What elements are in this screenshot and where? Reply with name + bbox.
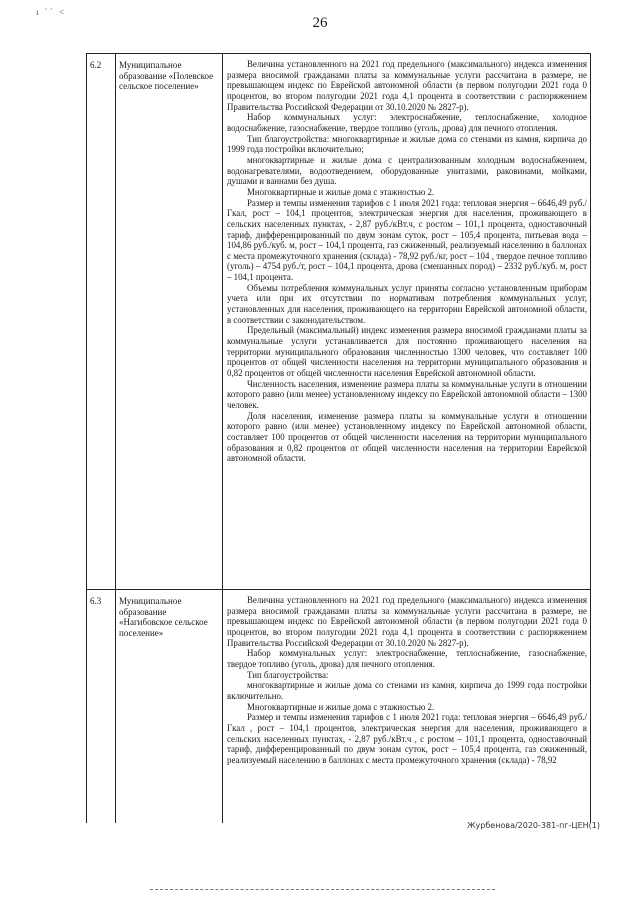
paragraph: Набор коммунальных услуг: электроснабжение, теплоснабжение, холодное водоснабжение, газоснабжение, твердое топливо (уголь, дрова) для печного отопления. <box>227 112 587 133</box>
page-number: 26 <box>312 15 328 31</box>
paragraph: многоквартирные и жилые дома со стенами из камня, кирпича до 1999 года постройки включительно. <box>227 680 587 701</box>
paragraph: Предельный (максимальный) индекс изменения размера вносимой гражданами платы за коммунальные услуги устанавливается для постоянно проживающего населения на территории муниципального образования численностью 1300 человек, что составляет 100 процентов от общей численности населения на территории муниципального образования и 0,82 процентов от общей численности населения Еврейской автономной области. <box>227 325 587 379</box>
table-row <box>87 590 591 824</box>
paragraph: Доля населения, изменение размера платы за коммунальные услуги в отношении которого равно (или менее) установленному индексу по Еврейской автономной области, составляет 100 процентов от общей численности населения на территории муниципального образования и 0,82 процентов от общей численности населения на территории Еврейской автономной области. <box>227 410 587 464</box>
paragraph: Многоквартирные и жилые дома с этажностью 2. <box>247 186 435 197</box>
row-number: 6.3 <box>87 590 116 824</box>
tariff-table <box>86 53 591 823</box>
paragraph: Размер и темпы изменения тарифов с 1 июля 2021 года: тепловая энергия – 6646,49 руб./Гкал, рост – 104,1 процентов, электрическая энергия для населения, проживающего в сельских населенных пунктах, - 2,87 руб./кВт.ч, с ростом – 101,1 процента, одноставочный тариф, дифференцированный по двум зонам суток, рост – 105,4 процента, питьевая вода – 104,86 руб./куб. м, рост – 104,1 процента, газ сжиженный, реализуемый населению в баллонах с места промежуточного хранения (склада) - 78,92 руб./кг, рост – 104 , твердое печное топливо (уголь) – 4754 руб./т, рост – 104,1 процента, дрова (смешанных пород) – 2332 руб./куб. м, рост – 104,1 процента. <box>227 197 587 283</box>
paragraph: Объемы потребления коммунальных услуг приняты согласно установленным приборам учета или при их отсутствии по нормативам потребления коммунальных услуг, установленных для населения, проживающего на территории Еврейской автономной области, в соответствии с законодательством. <box>227 282 587 325</box>
row-number: 6.2 <box>87 54 116 590</box>
paragraph: Численность населения, изменение размера платы за коммунальные услуги в отношении которого равно (или менее) установленному индексу по Еврейской автономной области – 1300 человек. <box>227 378 587 410</box>
document-id: Журбенова/2020-381-пг-ЦЕН(1) <box>466 821 600 830</box>
paragraph: многоквартирные и жилые дома с централизованным холодным водоснабжением, водонагревателями, водоотведением, оборудованные унитазами, раковинами, мойками, душами и ваннами без душа. <box>227 154 587 187</box>
paragraph: Многоквартирные и жилые дома с этажностью 2. <box>247 701 435 712</box>
paragraph: Тип благоустройства: <box>247 669 329 680</box>
municipality-name: Муниципальное образование «Нагибовское сельское поселение» <box>116 590 223 824</box>
paragraph: Величина установленного на 2021 год предельного (максимального) индекса изменения размера вносимой гражданами платы за коммунальные услуги рассчитана в размере, не превышающем индекс по Еврейской автономной области (в первом полугодии 2021 года 0 процентов, во втором полугодии 2021 года 4,1 процента в соответствии с распоряжением Правительства Российской Федерации от 30.10.2020 № 2827-р). <box>227 59 587 112</box>
row-description <box>223 590 591 824</box>
paragraph: Величина установленного на 2021 год предельного (максимального) индекса изменения размера вносимой гражданами платы за коммунальные услуги рассчитана в размере, не превышающем индекс по Еврейской автономной области (в первом полугодии 2021 года 0 процентов, во втором полугодии 2021 года 4,1 процента в соответствии с распоряжением Правительства Российской Федерации от 30.10.2020 № 2827-р). <box>227 595 587 648</box>
table-row <box>87 54 591 590</box>
paragraph: Набор коммунальных услуг: электроснабжение, теплоснабжение, газоснабжение, твердое топливо (уголь, дрова) для печного отопления. <box>227 648 587 669</box>
paragraph: Тип благоустройства: многоквартирные и жилые дома со стенами из камня, кирпича до 1999 года постройки включительно; <box>227 133 587 155</box>
scan-marks: ı ˋˊ ˂ <box>36 7 67 17</box>
paragraph: Размер и темпы изменения тарифов с 1 июля 2021 года: тепловая энергия – 6646,49 руб./Гкал , рост – 104,1 процентов, электрическая энергия для населения, проживающего в сельских населенных пунктах, - 2,87 руб./кВт.ч , с ростом – 101,1 процента, одноставочный тариф, дифференцированный по двум зонам суток, рост – 105,4 процента, газ сжиженный, реализуемый населению в баллонах с места промежуточного хранения (склада) - 78,92 <box>227 712 587 765</box>
row-description <box>223 54 591 590</box>
municipality-name: Муниципальное образование «Полевское сельское поселение» <box>116 54 223 590</box>
bottom-divider <box>150 889 495 890</box>
